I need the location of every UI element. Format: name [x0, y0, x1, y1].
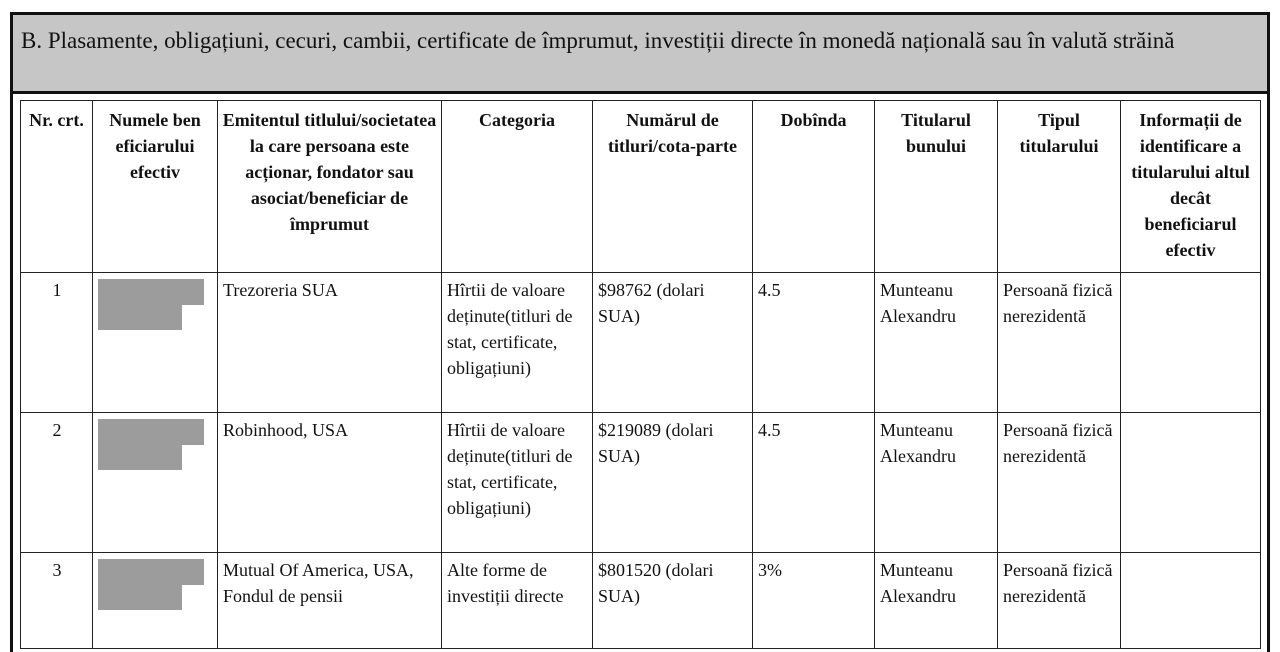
column-header-issuer: Emitentul titlului/societatea la care persoana este acționar, fondator sau asociat/beneficiar de împrumut: [218, 101, 442, 273]
quantity-cell: $219089 (dolari SUA): [593, 413, 753, 553]
redaction-bar: [98, 585, 182, 610]
holder-type-cell: Persoană fizică nerezidentă: [998, 413, 1121, 553]
holder-type-cell: Persoană fizică nerezidentă: [998, 553, 1121, 649]
table-header-row: [21, 101, 1261, 273]
category-cell: Hîrtii de valoare deținute(titluri de stat, certificate, obligațiuni): [442, 273, 593, 413]
row-number: 1: [21, 273, 93, 413]
column-header-nr: Nr. crt.: [21, 101, 93, 273]
holder-info-cell: [1121, 273, 1261, 413]
holder-cell: Munteanu Alexandru: [875, 273, 998, 413]
holder-type-cell: Persoană fizică nerezidentă: [998, 273, 1121, 413]
holder-info-cell: [1121, 413, 1261, 553]
column-header-quantity: Numărul de titluri/cota-parte: [593, 101, 753, 273]
category-cell: Alte forme de investiții directe: [442, 553, 593, 649]
redacted-name: [98, 557, 213, 613]
redacted-name: [98, 277, 213, 333]
beneficiary-cell: [93, 553, 218, 649]
redaction-bar: [98, 305, 182, 330]
column-header-interest: Dobînda: [753, 101, 875, 273]
investments-table: [20, 100, 1261, 649]
column-header-holder-info: Informații de identificare a titularului altul decât beneficiarul efectiv: [1121, 101, 1261, 273]
investments-table-container: [20, 100, 1260, 649]
issuer-cell: Robinhood, USA: [218, 413, 442, 553]
redacted-name: [98, 417, 213, 473]
column-header-holder: Titularul bunului: [875, 101, 998, 273]
row-number: 3: [21, 553, 93, 649]
row-number: 2: [21, 413, 93, 553]
column-header-holder-type: Tipul titularului: [998, 101, 1121, 273]
table-row: [21, 273, 1261, 413]
interest-cell: 4.5: [753, 273, 875, 413]
category-cell: Hîrtii de valoare deținute(titluri de stat, certificate, obligațiuni): [442, 413, 593, 553]
redaction-bar: [98, 445, 182, 470]
section-title: B. Plasamente, obligațiuni, cecuri, cambii, certificate de împrumut, investiții directe în monedă națională sau în valută străină: [13, 15, 1267, 94]
redaction-bar: [98, 559, 204, 585]
issuer-cell: Mutual Of America, USA, Fondul de pensii: [218, 553, 442, 649]
holder-cell: Munteanu Alexandru: [875, 553, 998, 649]
beneficiary-cell: [93, 273, 218, 413]
redaction-bar: [98, 419, 204, 445]
table-row: [21, 553, 1261, 649]
document-frame: [10, 12, 1270, 652]
column-header-beneficiary: Numele ben eficiarului efectiv: [93, 101, 218, 273]
holder-cell: Munteanu Alexandru: [875, 413, 998, 553]
interest-cell: 3%: [753, 553, 875, 649]
quantity-cell: $98762 (dolari SUA): [593, 273, 753, 413]
column-header-category: Categoria: [442, 101, 593, 273]
beneficiary-cell: [93, 413, 218, 553]
redaction-bar: [98, 279, 204, 305]
quantity-cell: $801520 (dolari SUA): [593, 553, 753, 649]
holder-info-cell: [1121, 553, 1261, 649]
interest-cell: 4.5: [753, 413, 875, 553]
issuer-cell: Trezoreria SUA: [218, 273, 442, 413]
table-row: [21, 413, 1261, 553]
